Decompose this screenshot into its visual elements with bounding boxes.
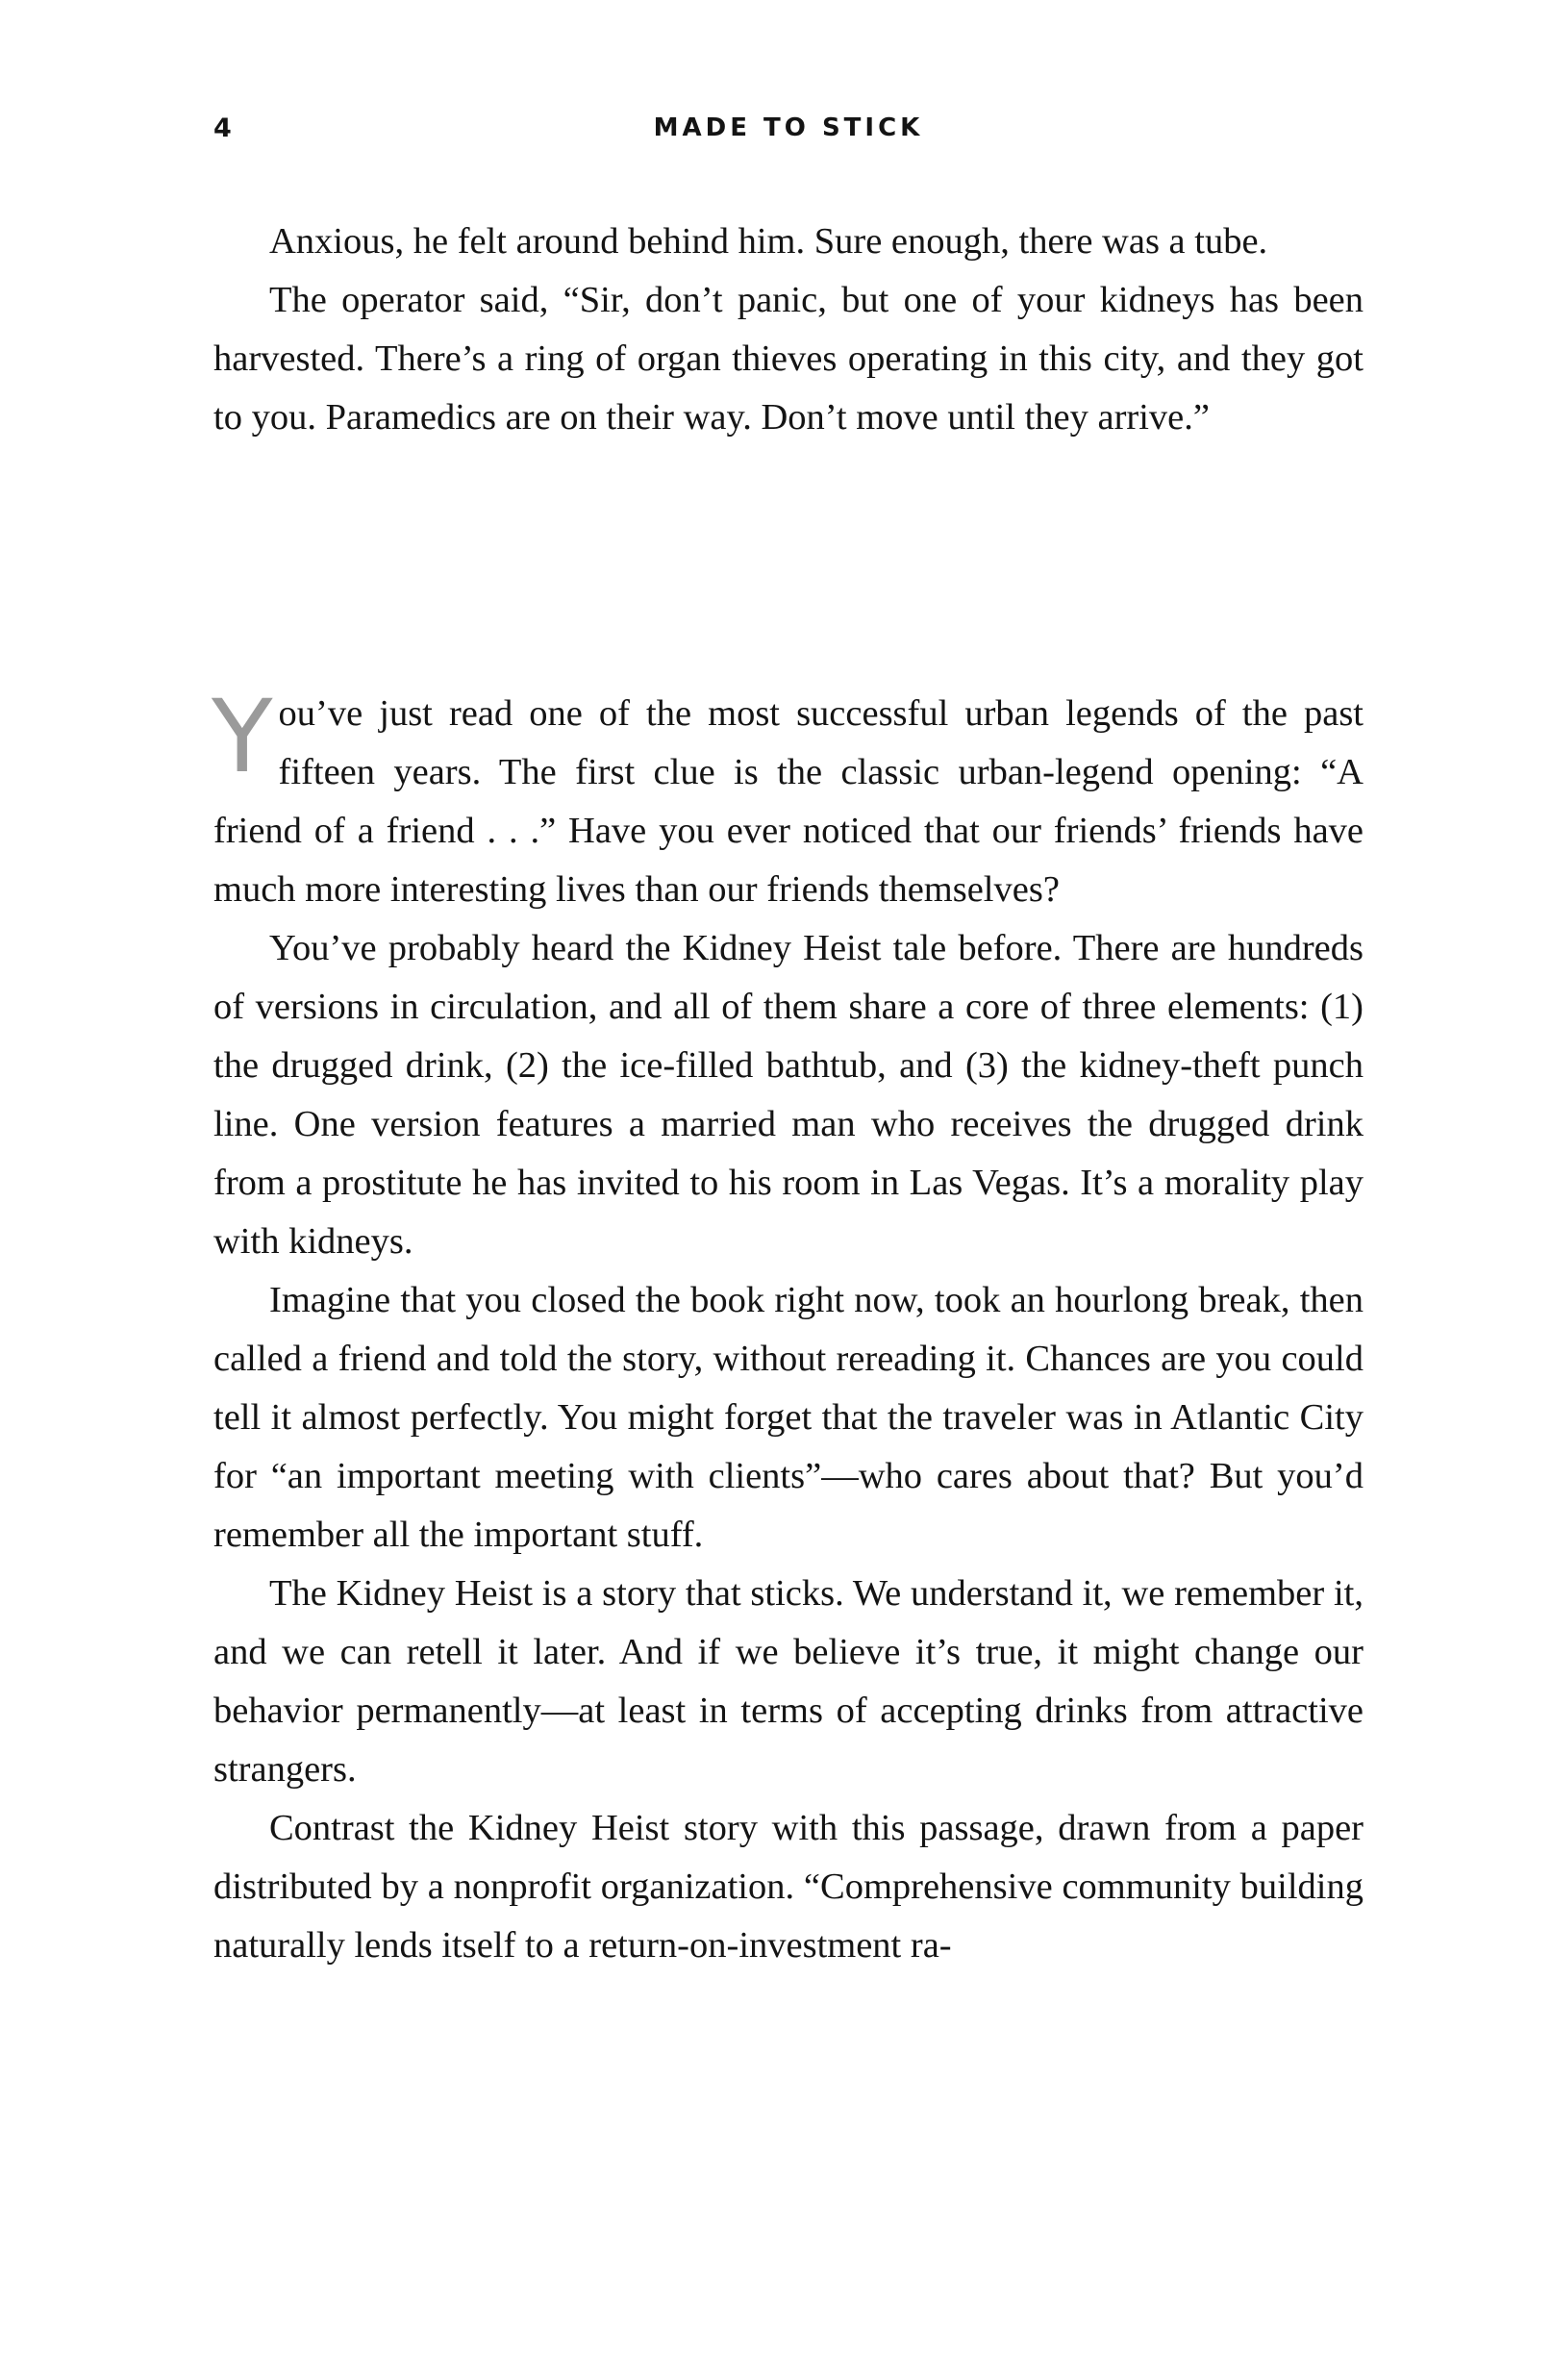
- running-head: MADE TO STICK: [653, 113, 924, 142]
- paragraph: Contrast the Kidney Heist story with this passage, drawn from a paper distributed by a nonprofit organization. “Comprehensive community building naturally lends itself to a return-on-investment ra-: [213, 1808, 1363, 1966]
- page-number: 4: [213, 113, 233, 143]
- section-text-block: [212, 678, 1363, 1975]
- paragraph: Imagine that you closed the book right now, took an hourlong break, then called a friend and told the story, without rereading it. Chances are you could tell it almost perfectly. You might forget that the traveler was in Atlantic City for “an important meeting with clients”—who cares about that? But you’d remember all the important stuff.: [213, 1280, 1363, 1555]
- opening-text-block: [213, 213, 1363, 447]
- paragraph: The operator said, “Sir, don’t panic, but one of your kidneys has been harvested. There’s a ring of organ thieves operating in this city, and they got to you. Paramedics are on their way. Don’t move until they arrive.”: [213, 280, 1363, 438]
- page-header: [213, 113, 1363, 162]
- section-opening-paragraph: [212, 678, 1363, 919]
- paragraph-text: ou’ve just read one of the most successful urban legends of the past fifteen years. The first clue is the classic urban-legend opening: “A friend of a friend . . .” Have you ever noticed that our friends’ friends have much more interesting lives than our friends themselves?: [213, 693, 1363, 910]
- paragraph: The Kidney Heist is a story that sticks. We understand it, we remember it, and we can retell it later. And if we believe it’s true, it might change our behavior permanently—at least in terms of accepting drinks from attractive strangers.: [213, 1573, 1363, 1790]
- paragraph: You’ve probably heard the Kidney Heist tale before. There are hundreds of versions in circulation, and all of them share a core of three elements: (1) the drugged drink, (2) the ice-filled bathtub, and (3) the kidney-theft punch line. One version features a married man who receives the drugged drink from a prostitute he has invited to his room in Las Vegas. It’s a morality play with kidneys.: [213, 928, 1363, 1262]
- paragraph: Anxious, he felt around behind him. Sure enough, there was a tube.: [269, 221, 1268, 262]
- drop-cap: Y: [212, 678, 273, 795]
